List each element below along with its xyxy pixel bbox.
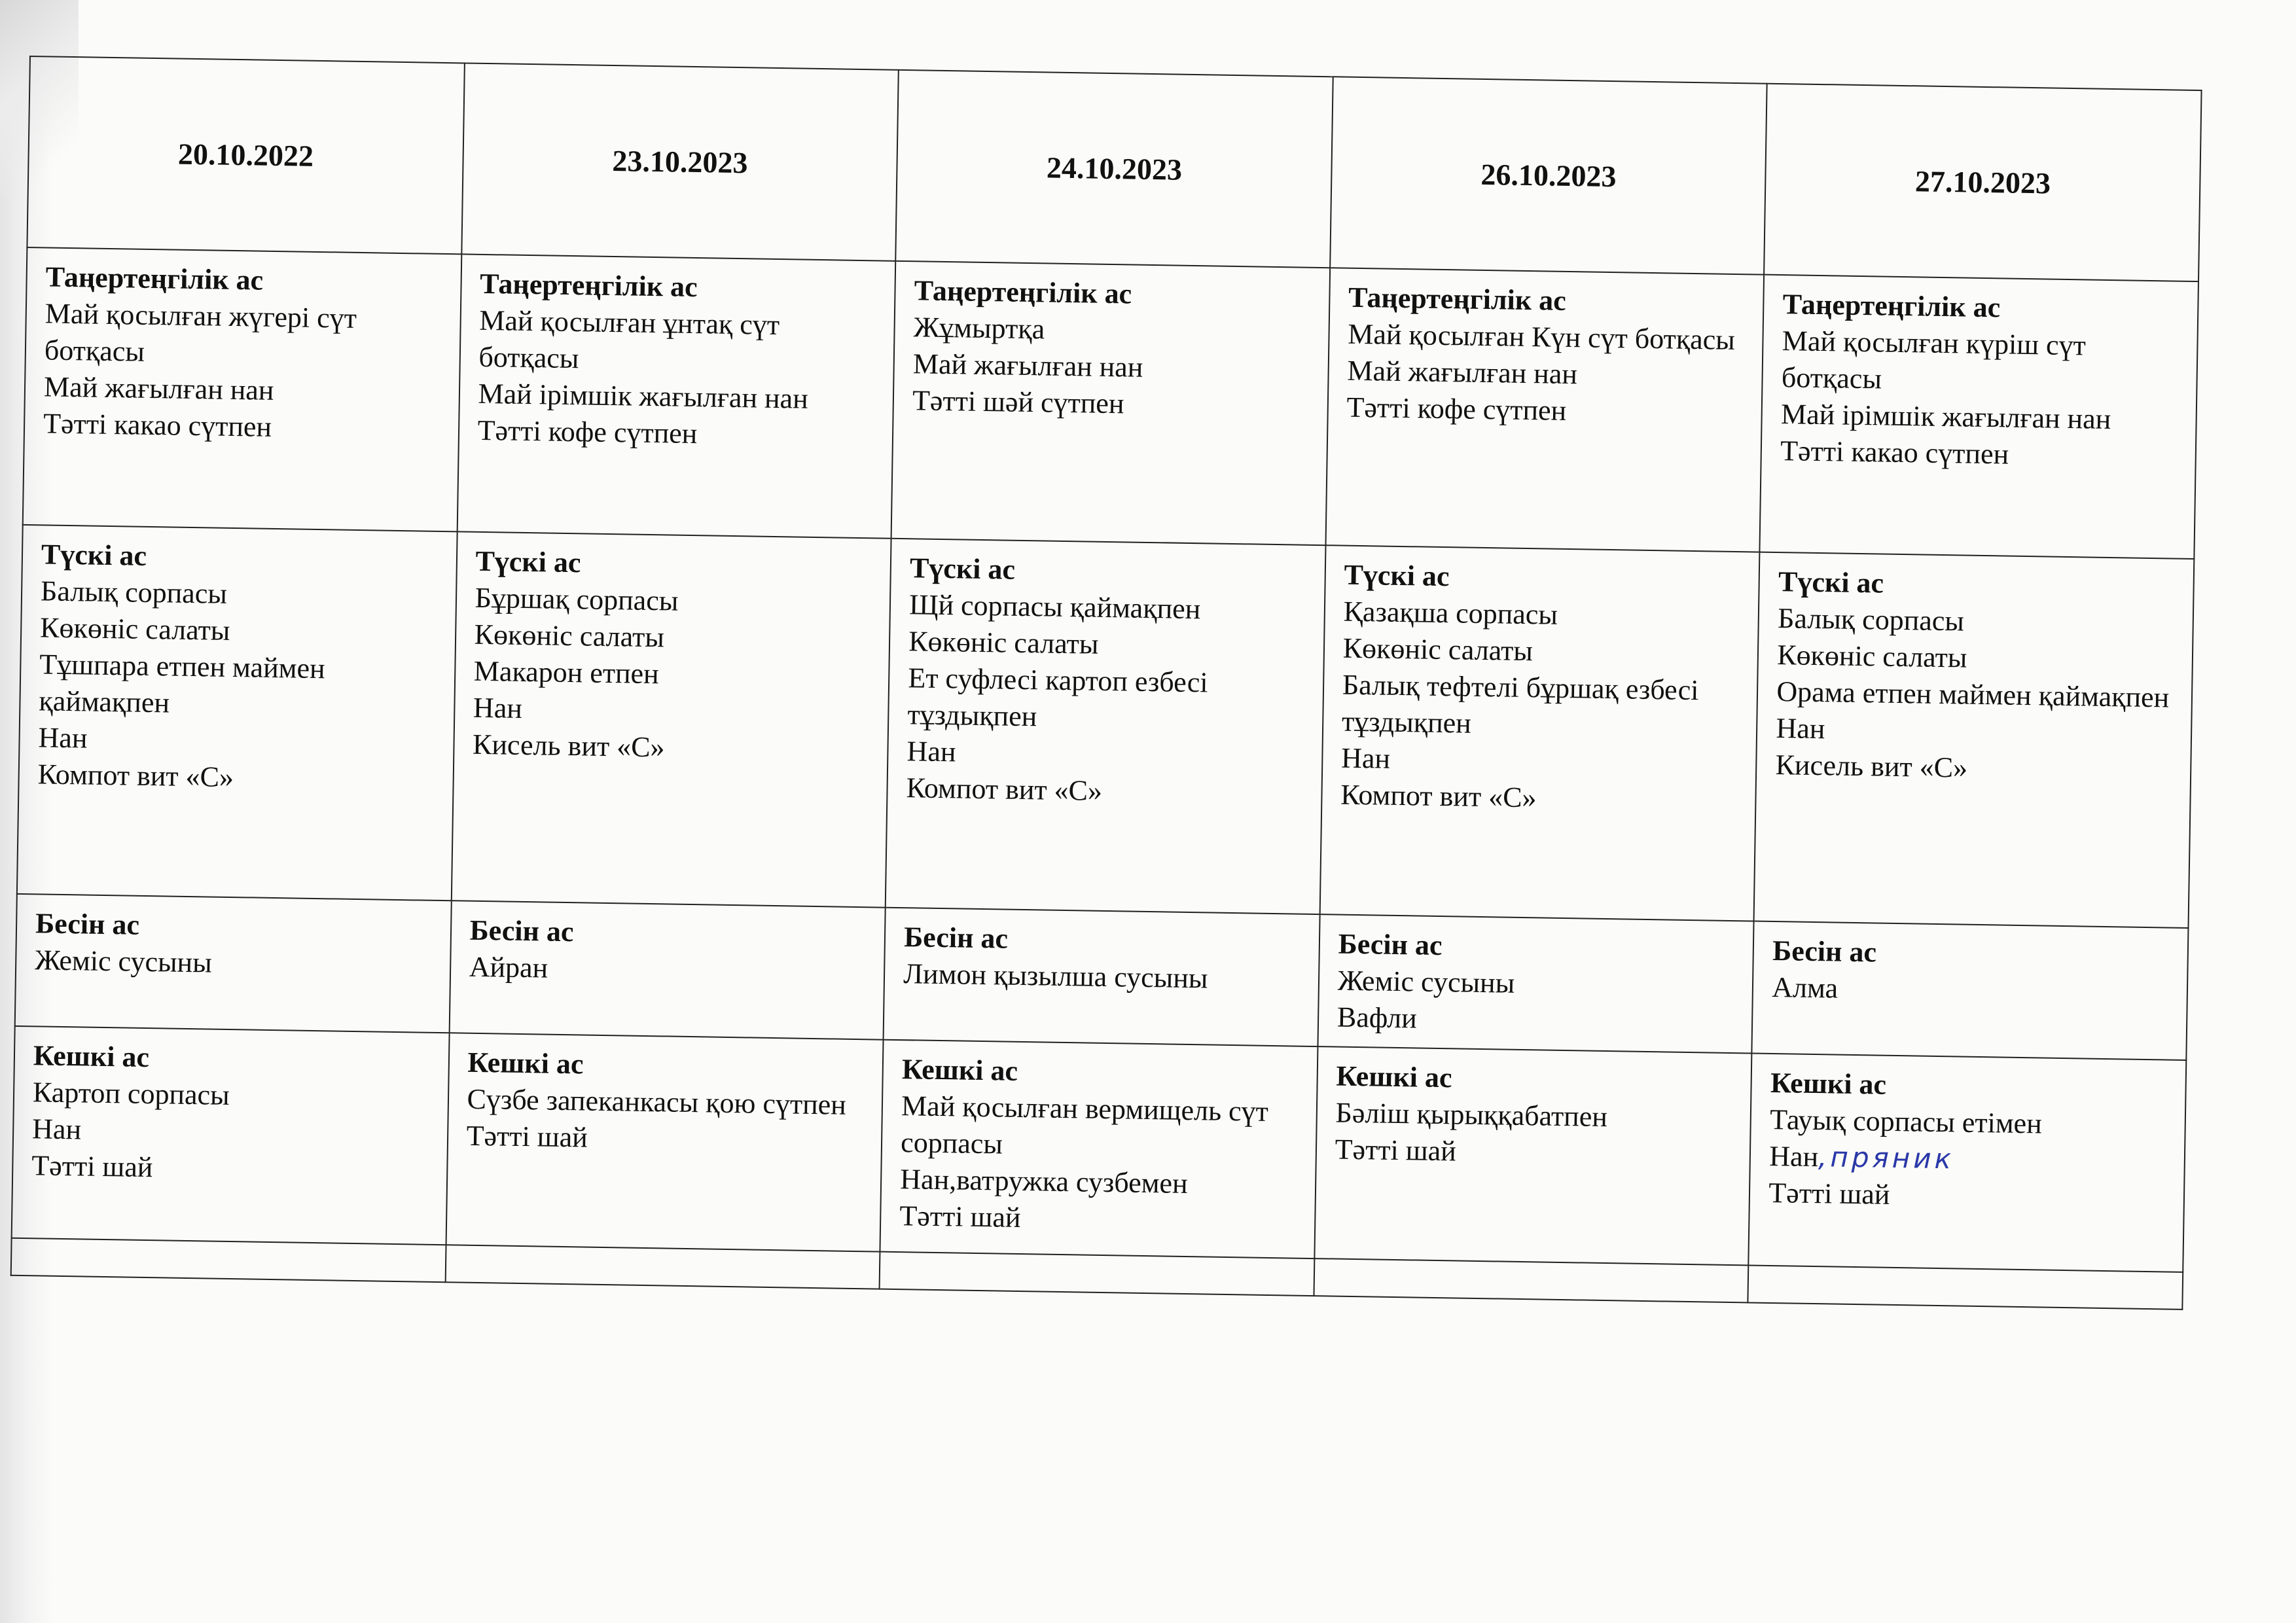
menu-item: Май қосылған жүгері сүт ботқасы (44, 297, 357, 368)
menu-item: Нан (473, 691, 523, 724)
breakfast-cell (23, 247, 461, 531)
menu-item: Ет суфлесі картоп езбесі тұздықпен (907, 662, 1208, 733)
snack-cell (1752, 921, 2189, 1060)
menu-item: Көкөніс салаты (908, 625, 1099, 660)
menu-item: Нан (38, 721, 88, 755)
menu-item: Орама етпен маймен қаймақпен (1776, 675, 2170, 714)
dinner-row (12, 1026, 2187, 1272)
breakfast-cell (1760, 275, 2198, 559)
menu-item: Тәтті шай (1768, 1176, 1890, 1211)
menu-item: Нан (1776, 712, 1825, 745)
date-cell: 20.10.2022 (27, 56, 464, 254)
lunch-cell (886, 539, 1325, 914)
menu-item (1769, 1138, 2166, 1181)
menu-item: Компот вит «С» (37, 758, 234, 794)
menu-item: Тәтті кофе сүтпен (477, 414, 698, 450)
meal-title: Таңертеңгілік ас (914, 274, 1132, 310)
breakfast-row (23, 247, 2198, 559)
menu-item: Компот вит «С» (906, 772, 1103, 807)
empty-cell (1314, 1258, 1748, 1302)
menu-item: Алма (1771, 971, 1839, 1005)
lunch-cell (451, 531, 891, 907)
menu-item: Балық сорпасы (1777, 602, 1965, 637)
dinner-cell (12, 1026, 450, 1245)
lunch-row (17, 525, 2194, 928)
menu-item: Бәліш қырыққабатпен (1335, 1096, 1608, 1133)
meal-title: Бесін ас (35, 907, 140, 941)
date-cell: 23.10.2023 (461, 63, 899, 260)
lunch-cell (17, 525, 457, 901)
menu-item: Май қосылған вермищель сүт сорпасы (900, 1090, 1269, 1160)
meal-title: Бесін ас (469, 914, 574, 948)
menu-item: Кисель вит «С» (472, 728, 665, 764)
dinner-cell (1749, 1054, 2187, 1272)
menu-item: Нан,ватружка сузбемен (900, 1163, 1189, 1200)
menu-item: Айран (469, 950, 548, 984)
menu-item: Көкөніс салаты (474, 618, 665, 654)
meal-title: Кешкі ас (901, 1053, 1018, 1087)
menu-item: Май ірімшік жағылған нан (1780, 398, 2111, 436)
menu-item: Май ірімшік жағылған нан (478, 377, 809, 415)
meal-title: Бесін ас (903, 921, 1009, 955)
handwritten-note: ,пряник (1818, 1141, 1955, 1175)
menu-item: Көкөніс салаты (1342, 632, 1534, 668)
menu-item: Тәтті какао сүтпен (1780, 435, 2009, 471)
meal-title: Бесін ас (1772, 935, 1877, 969)
meal-title: Таңертеңгілік ас (1782, 288, 2001, 324)
menu-item: Жұмыртқа (913, 311, 1045, 346)
date-cell: 24.10.2023 (895, 70, 1333, 268)
dates-row (27, 56, 2201, 281)
meal-title: Кешкі ас (1336, 1060, 1452, 1094)
menu-item: Көкөніс салаты (1776, 639, 1967, 674)
menu-item: Макарон етпен (473, 654, 660, 690)
menu-item: Май қосылған күріш сүт ботқасы (1781, 325, 2087, 395)
menu-item: Балық тефтелі бұршақ езбесі тұздықпен (1341, 668, 1699, 740)
menu-item: Балық сорпасы (40, 575, 228, 610)
menu-item: Тауық сорпасы етімен (1769, 1103, 2043, 1140)
menu-item: Тәтті шәй сүтпен (912, 384, 1124, 420)
menu-item: Тұшпара етпен маймен қаймақпен (39, 648, 326, 719)
meal-title: Бесін ас (1338, 927, 1443, 962)
snack-cell (15, 894, 452, 1033)
menu-item: Лимон қызылша сусыны (903, 957, 1208, 995)
menu-item: Жеміс сусыны (1337, 964, 1515, 999)
empty-cell (11, 1238, 446, 1282)
breakfast-cell (891, 261, 1330, 545)
meal-title: Таңертеңгілік ас (479, 267, 698, 304)
meal-title: Кешкі ас (1770, 1066, 1887, 1101)
menu-item: Май жағылған нан (1347, 354, 1578, 391)
snack-cell (1318, 914, 1754, 1053)
lunch-cell (1754, 552, 2194, 928)
menu-item: Май қосылған Күн сүт ботқасы (1347, 317, 1736, 356)
menu-item: Тәтті кофе сүтпен (1346, 391, 1567, 427)
meal-title: Түскі ас (909, 552, 1016, 586)
breakfast-cell (457, 254, 895, 538)
date-cell: 26.10.2023 (1330, 77, 1767, 274)
meal-title: Таңертеңгілік ас (1348, 281, 1567, 317)
menu-item: Қазақша сорпасы (1343, 595, 1558, 631)
menu-item: Щй сорпасы қаймақпен (908, 588, 1201, 626)
lunch-cell (1319, 545, 1759, 921)
breakfast-cell (1325, 268, 1764, 552)
menu-item: Тәтті шай (899, 1200, 1021, 1234)
menu-item: Май қосылған ұнтақ сүт ботқасы (478, 304, 780, 375)
meal-title: Таңертеңгілік ас (45, 260, 264, 296)
menu-item: Нан (31, 1113, 82, 1146)
dinner-cell (880, 1040, 1318, 1258)
menu-item: Май жағылған нан (912, 348, 1143, 383)
menu-item: Нан (906, 735, 956, 768)
meal-title: Түскі ас (1344, 558, 1450, 593)
menu-item: Нан (1340, 741, 1391, 775)
meal-title: Түскі ас (475, 544, 581, 579)
menu-item: Вафли (1336, 1001, 1418, 1035)
menu-item-text: Нан (1768, 1139, 1819, 1173)
menu-item: Сүзбе запеканкасы қою сүтпен (467, 1082, 847, 1121)
menu-table (10, 56, 2202, 1310)
date-cell: 27.10.2023 (1764, 84, 2201, 281)
menu-item: Көкөніс салаты (39, 611, 230, 647)
menu-item: Тәтті шай (466, 1119, 588, 1154)
meal-title: Кешкі ас (467, 1046, 584, 1080)
menu-item: Картоп сорпасы (32, 1076, 230, 1111)
meal-title: Түскі ас (41, 538, 147, 572)
empty-cell (445, 1245, 880, 1289)
menu-item: Компот вит «С» (1340, 778, 1537, 814)
menu-item: Жеміс сусыны (34, 944, 213, 979)
dinner-cell (446, 1033, 884, 1251)
menu-item: Бұршақ сорпасы (475, 581, 679, 617)
snack-cell (449, 901, 886, 1039)
menu-item: Май жағылған нан (43, 370, 274, 406)
snack-cell (884, 908, 1320, 1046)
menu-item: Тәтті какао сүтпен (43, 407, 272, 443)
dinner-cell (1314, 1046, 1752, 1265)
menu-item: Тәтті шай (31, 1149, 153, 1184)
meal-title: Түскі ас (1778, 565, 1884, 599)
meal-title: Кешкі ас (33, 1039, 150, 1074)
menu-item: Тәтті шай (1335, 1133, 1457, 1168)
empty-cell (1748, 1265, 2183, 1309)
empty-cell (880, 1252, 1314, 1296)
menu-item: Кисель вит «С» (1775, 749, 1968, 784)
